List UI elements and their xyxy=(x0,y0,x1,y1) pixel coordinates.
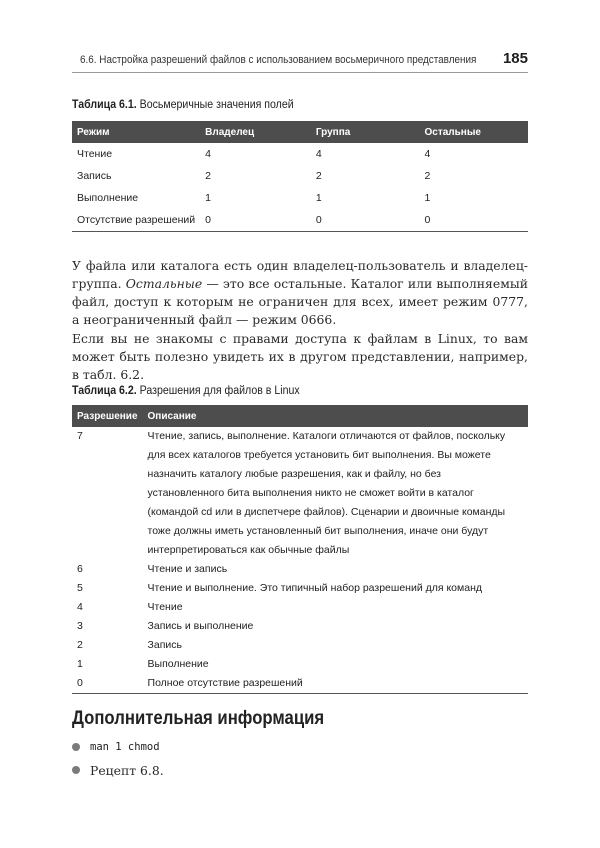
table-cell: Выполнение xyxy=(77,192,139,204)
table-header-row xyxy=(72,121,528,143)
table2-caption-text: Разрешения для файлов в Linux xyxy=(139,385,300,397)
paragraph-owners xyxy=(72,257,528,329)
paragraph-text: — это все остальные. Каталог или выполняемый файл, доступ к которым не ограничен для всех, имеет режим 0777, а неограниченный файл — режим 0666. xyxy=(72,276,528,327)
bullet-icon xyxy=(72,766,80,774)
list-item-text: Рецепт 6.8. xyxy=(90,762,164,778)
table-cell: Чтение xyxy=(77,148,113,160)
table-cell: Чтение, запись, выполнение. Каталоги отличаются от файлов, поскольку для всех каталогов требуется установить бит выполнения. Вы можете назначить каталогу любые разрешения, как и файлу, но без установленного бита выполнения никто не сможет войти в каталог (командой cd или в диспетчере файлов). Сценарии и двоичные команды тоже должны иметь установленный бит выполнения, иначе они будут интерпретироваться как обычные файлы xyxy=(147,430,506,556)
table1-caption-text: Восьмеричные значения полей xyxy=(139,99,294,111)
page-number: 185 xyxy=(502,50,528,67)
table-cell: 5 xyxy=(77,582,83,594)
table-cell: 1 xyxy=(77,658,83,670)
table-row xyxy=(72,165,528,187)
table-cell: 0 xyxy=(311,209,420,232)
table-row xyxy=(72,560,528,579)
table-cell: Запись xyxy=(77,170,112,182)
table-cell: 0 xyxy=(419,209,528,232)
table-cell: 0 xyxy=(200,209,311,232)
octal-values-table xyxy=(72,121,528,232)
bullet-icon xyxy=(72,743,80,751)
running-header xyxy=(72,50,528,73)
table-cell: Полное отсутствие разрешений xyxy=(143,674,528,694)
table-cell: 4 xyxy=(424,148,431,160)
table-row xyxy=(72,579,528,598)
table-cell: 4 xyxy=(205,148,211,160)
table-cell: 6 xyxy=(77,563,83,575)
table-row xyxy=(72,143,528,165)
table-cell: Запись и выполнение xyxy=(147,620,254,632)
table2-caption xyxy=(72,385,300,397)
table-cell: 7 xyxy=(77,430,83,442)
table2-caption-number: Таблица 6.2. xyxy=(72,385,137,397)
table-cell: 2 xyxy=(77,639,83,651)
table-cell: Чтение и запись xyxy=(147,563,228,575)
table-cell: 2 xyxy=(424,170,431,182)
table-row xyxy=(72,655,528,674)
linux-permissions-table xyxy=(72,405,528,694)
table-cell: 0 xyxy=(72,674,143,694)
table-row xyxy=(72,187,528,209)
paragraph-text: У файла или каталога есть один владелец-пользователь и владелец-группа. xyxy=(72,258,528,291)
table-cell: Чтение xyxy=(147,601,183,613)
column-header: Остальные xyxy=(419,121,528,143)
table-row xyxy=(72,617,528,636)
paragraph-italic-term: Остальные xyxy=(125,276,203,291)
table1-caption-number: Таблица 6.1. xyxy=(72,99,137,111)
table-row xyxy=(72,598,528,617)
list-item-code: man 1 chmod xyxy=(90,741,160,753)
table-cell: Запись xyxy=(147,639,182,651)
list-item xyxy=(72,761,164,779)
paragraph-linux-permissions: Если вы не знакомы с правами доступа к файлам в Linux, то вам может быть полезно увидеть их в другом представлении, например, в табл. 6.2. xyxy=(72,331,528,382)
table-row xyxy=(72,209,528,232)
table-cell: 3 xyxy=(77,620,83,632)
table-cell: 1 xyxy=(315,192,322,204)
table-cell: 2 xyxy=(315,170,322,182)
list-item xyxy=(72,738,160,756)
table-cell: 1 xyxy=(424,192,431,204)
table-header-row xyxy=(72,405,528,427)
table-cell: Чтение и выполнение. Это типичный набор разрешений для команд xyxy=(147,582,482,594)
column-header: Группа xyxy=(311,121,420,143)
column-header: Владелец xyxy=(200,121,311,143)
table1-caption xyxy=(72,99,294,111)
section-heading: Дополнительная информация xyxy=(72,708,325,729)
table-cell: 4 xyxy=(77,601,83,613)
table-cell: Выполнение xyxy=(147,658,209,670)
table-row xyxy=(72,427,528,560)
column-header: Режим xyxy=(72,121,200,143)
table-cell: 1 xyxy=(205,192,211,204)
table-cell: 2 xyxy=(205,170,211,182)
table-row xyxy=(72,674,528,694)
table-row xyxy=(72,636,528,655)
table-cell: 4 xyxy=(315,148,322,160)
column-header: Разрешение xyxy=(72,405,143,427)
column-header: Описание xyxy=(143,405,528,427)
running-title: 6.6. Настройка разрешений файлов с использованием восьмеричного представления xyxy=(79,54,476,66)
table-cell: Отсутствие разрешений xyxy=(72,209,200,232)
